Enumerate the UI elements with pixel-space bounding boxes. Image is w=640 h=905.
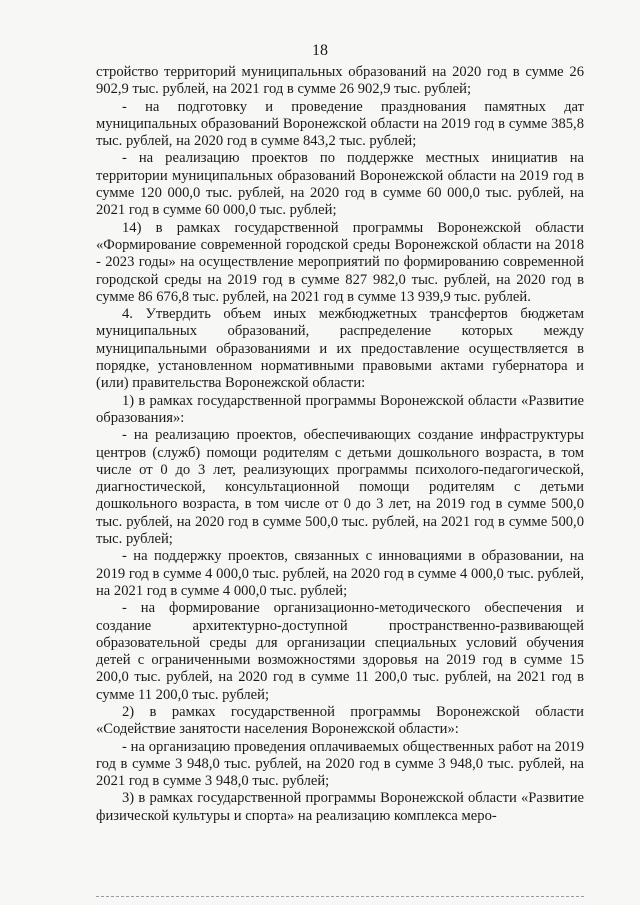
paragraph: 14) в рамках государственной программы Воронежской области «Формирование современной городской среды Воронежской области на 2018 - 2023 годы» на осуществление мероприятий по формированию современной городской среды на 2019 год в сумме 827 982,0 тыс. рублей, на 2020 год в сумме 86 676,8 тыс. рублей, на 2021 год в сумме 13 939,9 тыс. рублей. bbox=[96, 219, 584, 305]
paragraph: 1) в рамках государственной программы Воронежской области «Развитие образования»: bbox=[96, 392, 584, 426]
paragraph: - на поддержку проектов, связанных с инновациями в образовании, на 2019 год в сумме 4 000,0 тыс. рублей, на 2020 год в сумме 4 000,0 тыс. рублей, на 2021 год в сумме 4 000,0 тыс. рублей; bbox=[96, 548, 584, 599]
paragraph: 2) в рамках государственной программы Воронежской области «Содействие занятости населения Воронежской области»: bbox=[96, 703, 584, 738]
paragraph: 4. Утвердить объем иных межбюджетных трансфертов бюджетам муниципальных образований, распределение которых между муниципальными образованиями и их предоставление осуществляется в порядке, установленном нормативными правовыми актами губернатора и (или) правительства Воронежской области: bbox=[96, 306, 584, 392]
paragraph: - на подготовку и проведение празднования памятных дат муниципальных образований Воронежской области на 2019 год в сумме 385,8 тыс. рублей, на 2020 год в сумме 843,2 тыс. рублей; bbox=[96, 98, 584, 150]
paragraph: - на формирование организационно-методического обеспечения и создание архитектурно-доступной пространственно-развивающей образовательной среды для организации специальных условий обучения детей с ограниченными возможностями здоровья на 2019 год в сумме 15 200,0 тыс. рублей, на 2020 год в сумме 11 200,0 тыс. рублей, на 2021 год в сумме 11 200,0 тыс. рублей; bbox=[96, 600, 584, 703]
document-body bbox=[96, 64, 584, 825]
paragraph: - на организацию проведения оплачиваемых общественных работ на 2019 год в сумме 3 948,0 тыс. рублей, на 2020 год в сумме 3 948,0 тыс. рублей, на 2021 год в сумме 3 948,0 тыс. рублей; bbox=[96, 738, 584, 790]
paragraph: 3) в рамках государственной программы Воронежской области «Развитие физической культуры и спорта» на реализацию комплекса меро- bbox=[96, 790, 584, 824]
paragraph: - на реализацию проектов, обеспечивающих создание инфраструктуры центров (служб) помощи родителям с детьми дошкольного возраста, в том числе от 0 до 3 лет, реализующих программы психолого-педагогической, диагностической, консультационной помощи родителям с детьми дошкольного возраста, в том числе от 0 до 3 лет, на 2019 год в сумме 500,0 тыс. рублей, на 2020 год в сумме 500,0 тыс. рублей, на 2021 год в сумме 500,0 тыс. рублей; bbox=[96, 427, 584, 548]
page-number: 18 bbox=[312, 42, 328, 59]
paragraph: - на реализацию проектов по поддержке местных инициатив на территории муниципальных образований Воронежской области на 2019 год в сумме 120 000,0 тыс. рублей, на 2020 год в сумме 60 000,0 тыс. рублей, на 2021 год в сумме 60 000,0 тыс. рублей; bbox=[96, 150, 584, 219]
paragraph: стройство территорий муниципальных образований на 2020 год в сумме 26 902,9 тыс. рублей, на 2021 год в сумме 26 902,9 тыс. рублей; bbox=[96, 64, 584, 98]
page-bottom-divider bbox=[96, 896, 584, 897]
